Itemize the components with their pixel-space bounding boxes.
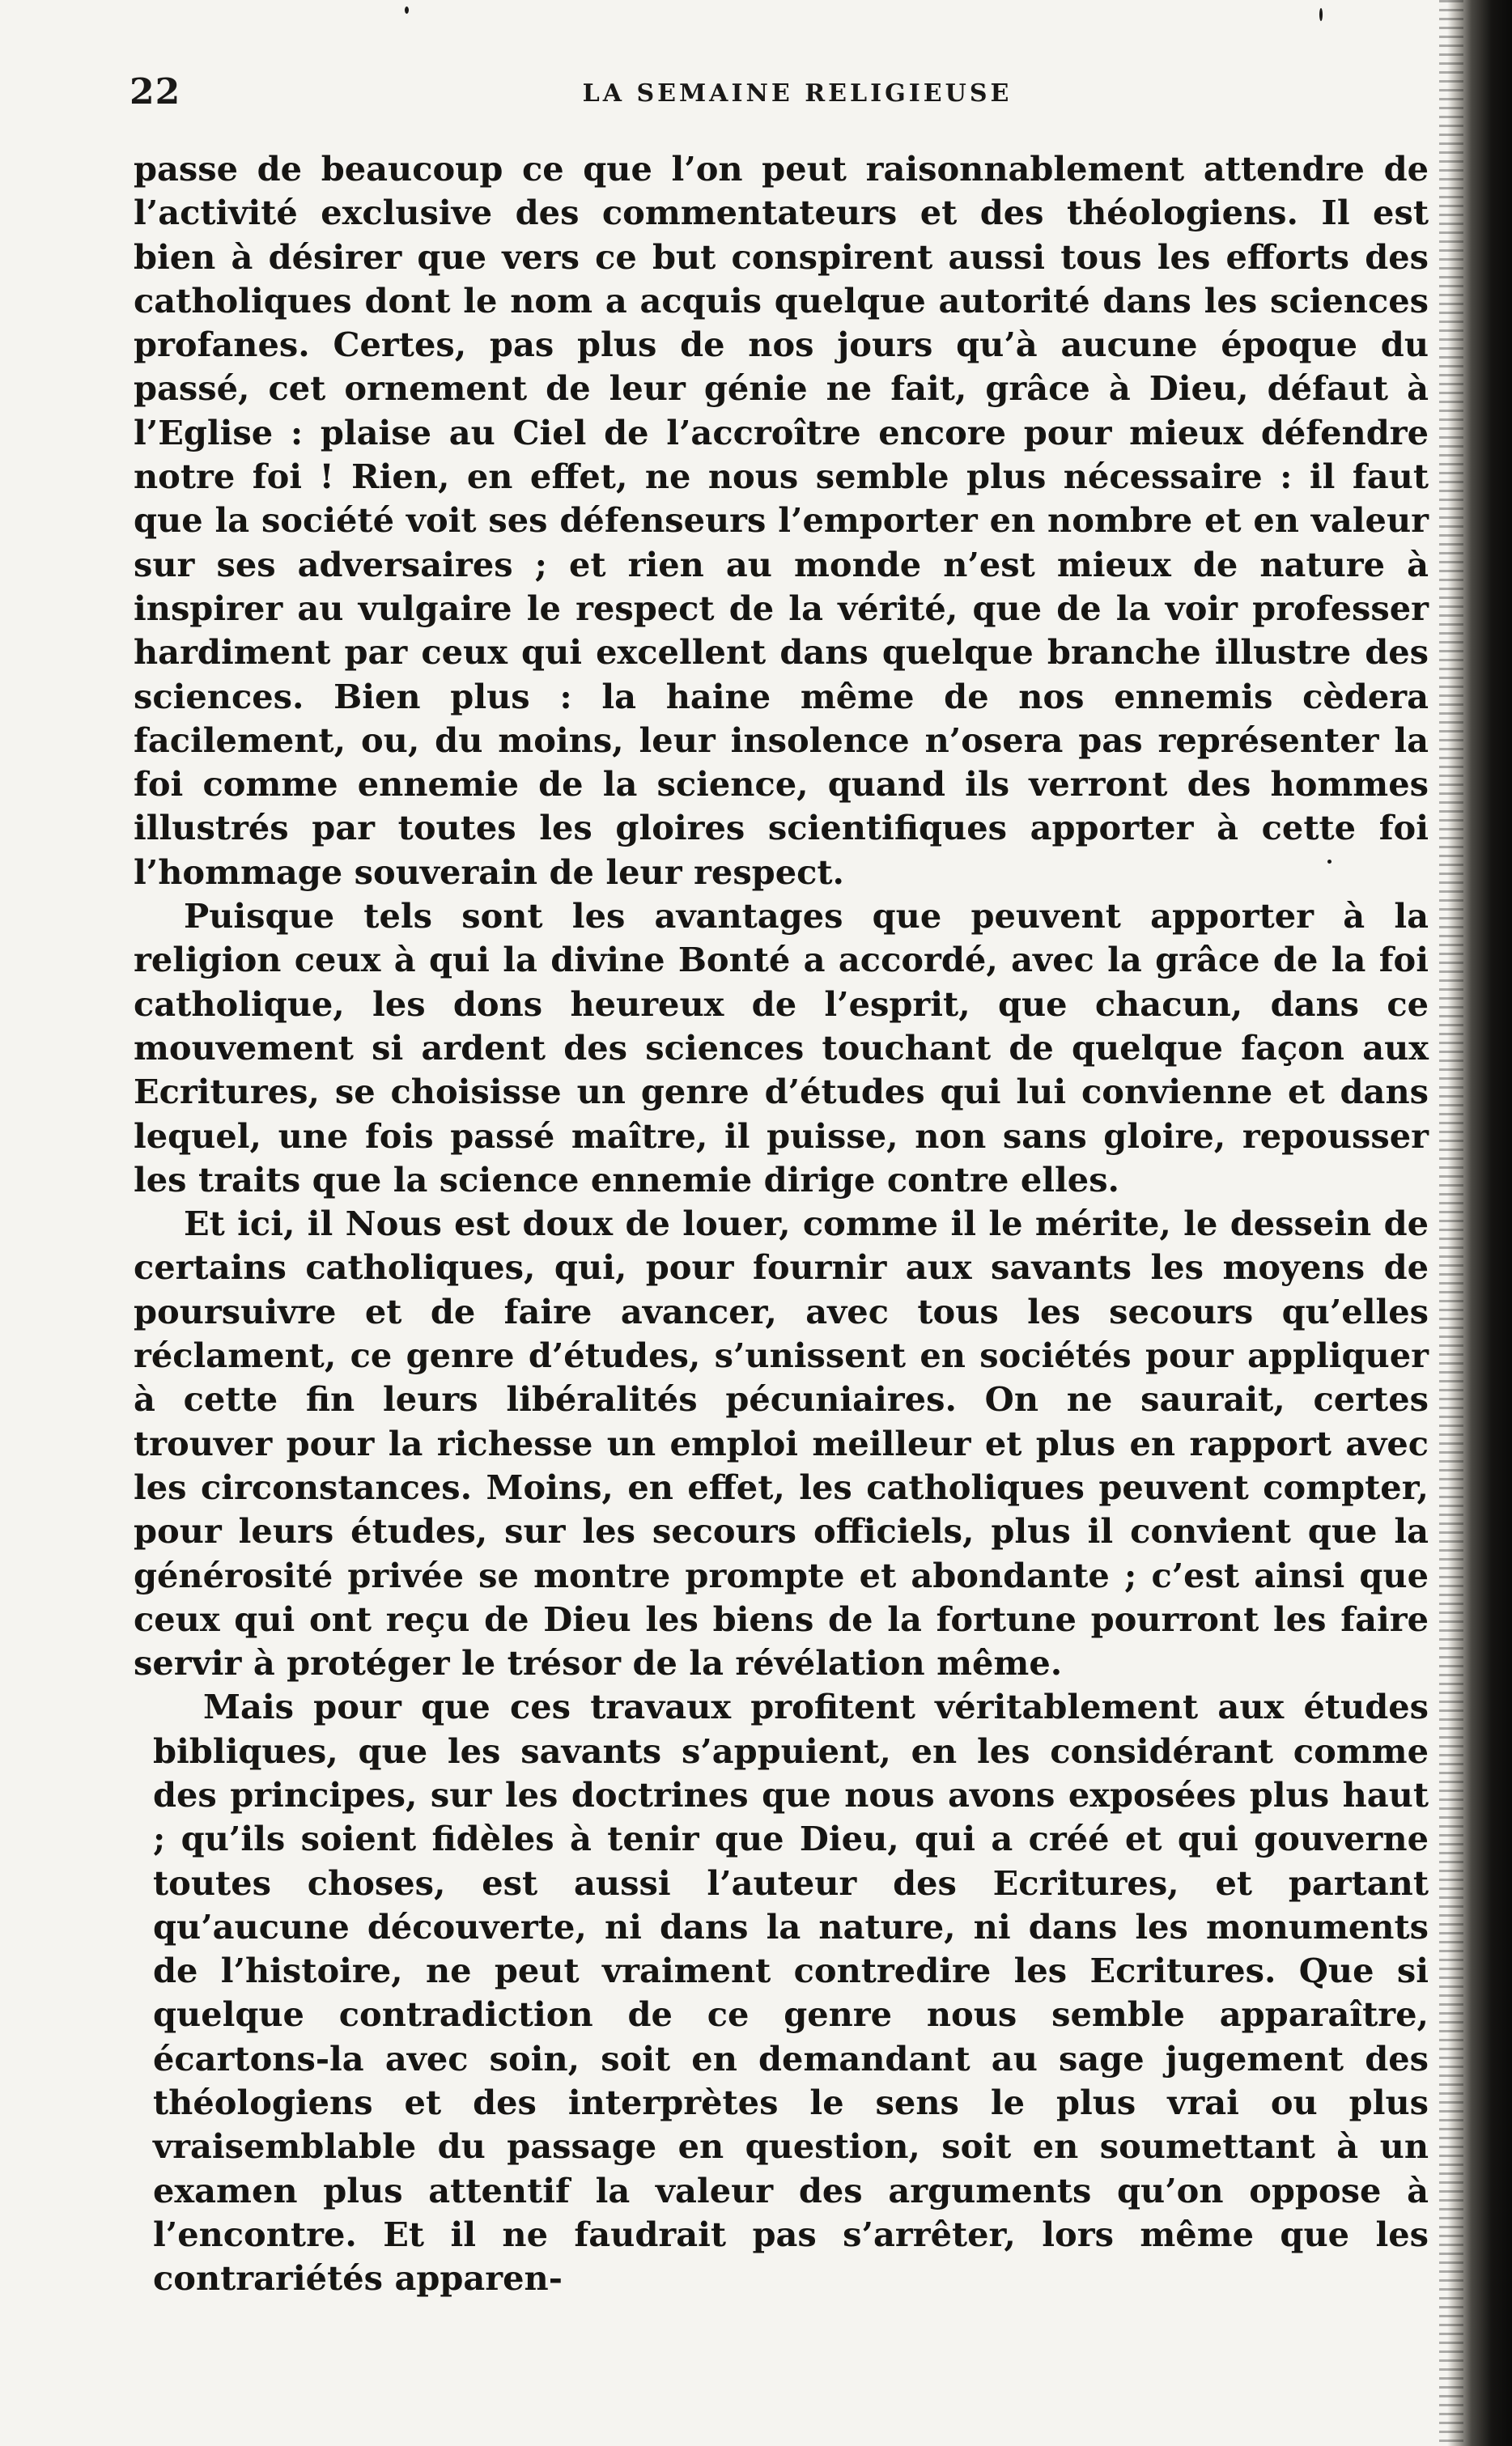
paragraph: Mais pour que ces travaux profitent véritablement aux études bibliques, que les savants s’appuient, en les considérant comme des principes, sur les doctrines que nous avons exposées plus haut ; qu’ils soient fidèles à tenir que Dieu, qui a créé et qui gouverne toutes choses, est aussi l’auteur des Ecritures, et partant qu’aucune découverte, ni dans la nature, ni dans les monuments de l’histoire, ne peut vraiment contredire les Ecritures. Que si quelque contradiction de ce genre nous semble apparaître, écartons-la avec soin, soit en demandant au sage jugement des théologiens et des interprètes le sens le plus vrai ou plus vraisemblable du passage en question, soit en soumettant à un examen plus attentif la valeur des arguments qu’on oppose à l’encontre. Et il ne faudrait pas s’arrêter, lors même que les contrariétés apparen- [153,1687,1429,2299]
paragraph: Et ici, il Nous est doux de louer, comme il le mérite, le dessein de certains catholiques, qui, pour fournir aux savants les moyens de poursuivre et de faire avancer, avec tous les secours qu’elles réclament, ce genre d’études, s’unissent en sociétés pour appliquer à cette fin leurs libéralités pécuniaires. On ne saurait, certes trouver pour la richesse un emploi meilleur et plus en rapport avec les circonstances. Moins, en effet, les catholiques peuvent compter, pour leurs études, sur les secours officiels, plus il convient que la générosité privée se montre prompte et abondante ; c’est ainsi que ceux qui ont reçu de Dieu les biens de la fortune pourront les faire servir à protéger le trésor de la révélation même. [134,1204,1429,1684]
page-number: 22 [130,71,181,113]
scan-speck [405,6,409,14]
body-text [134,147,1429,2301]
running-title: LA SEMAINE RELIGIEUSE [582,79,1013,108]
binding-texture [1439,0,1463,2446]
paragraph: Puisque tels sont les avantages que peuvent apporter à la religion ceux à qui la divine Bonté a accordé, avec la grâce de la foi catholique, les dons heureux de l’esprit, que chacun, dans ce mouvement si ardent des sciences touchant de quelque façon aux Ecritures, se choisisse un genre d’études qui lui convienne et dans lequel, une fois passé maître, il puisse, non sans gloire, repousser les traits que la science ennemie dirige contre elles. [134,896,1429,1200]
scan-speck [1319,8,1323,21]
page-header [130,71,1441,120]
scan-speck [1327,860,1331,864]
paragraph-continued: passe de beaucoup ce que l’on peut raisonnablement attendre de l’activité exclusive des commentateurs et des théologiens. Il est bien à désirer que vers ce but conspirent aussi tous les efforts des catholiques dont le nom a acquis quelque autorité dans les sciences profanes. Certes, pas plus de nos jours qu’à aucune époque du passé, cet ornement de leur génie ne fait, grâce à Dieu, défaut à l’Eglise : plaise au Ciel de l’accroître encore pour mieux défendre notre foi ! Rien, en effet, ne nous semble plus nécessaire : il faut que la société voit ses défenseurs l’emporter en nombre et en valeur sur ses adversaires ; et rien au monde n’est mieux de nature à inspirer au vulgaire le respect de la vérité, que de la voir professer hardiment par ceux qui excellent dans quelque branche illustre des sciences. Bien plus : la haine même de nos ennemis cèdera facilement, ou, du moins, leur insolence n’osera pas représenter la foi comme ennemie de la science, quand ils verront des hommes illustrés par toutes les gloires scientifiques apporter à cette foi l’hommage souverain de leur respect. [134,149,1429,892]
